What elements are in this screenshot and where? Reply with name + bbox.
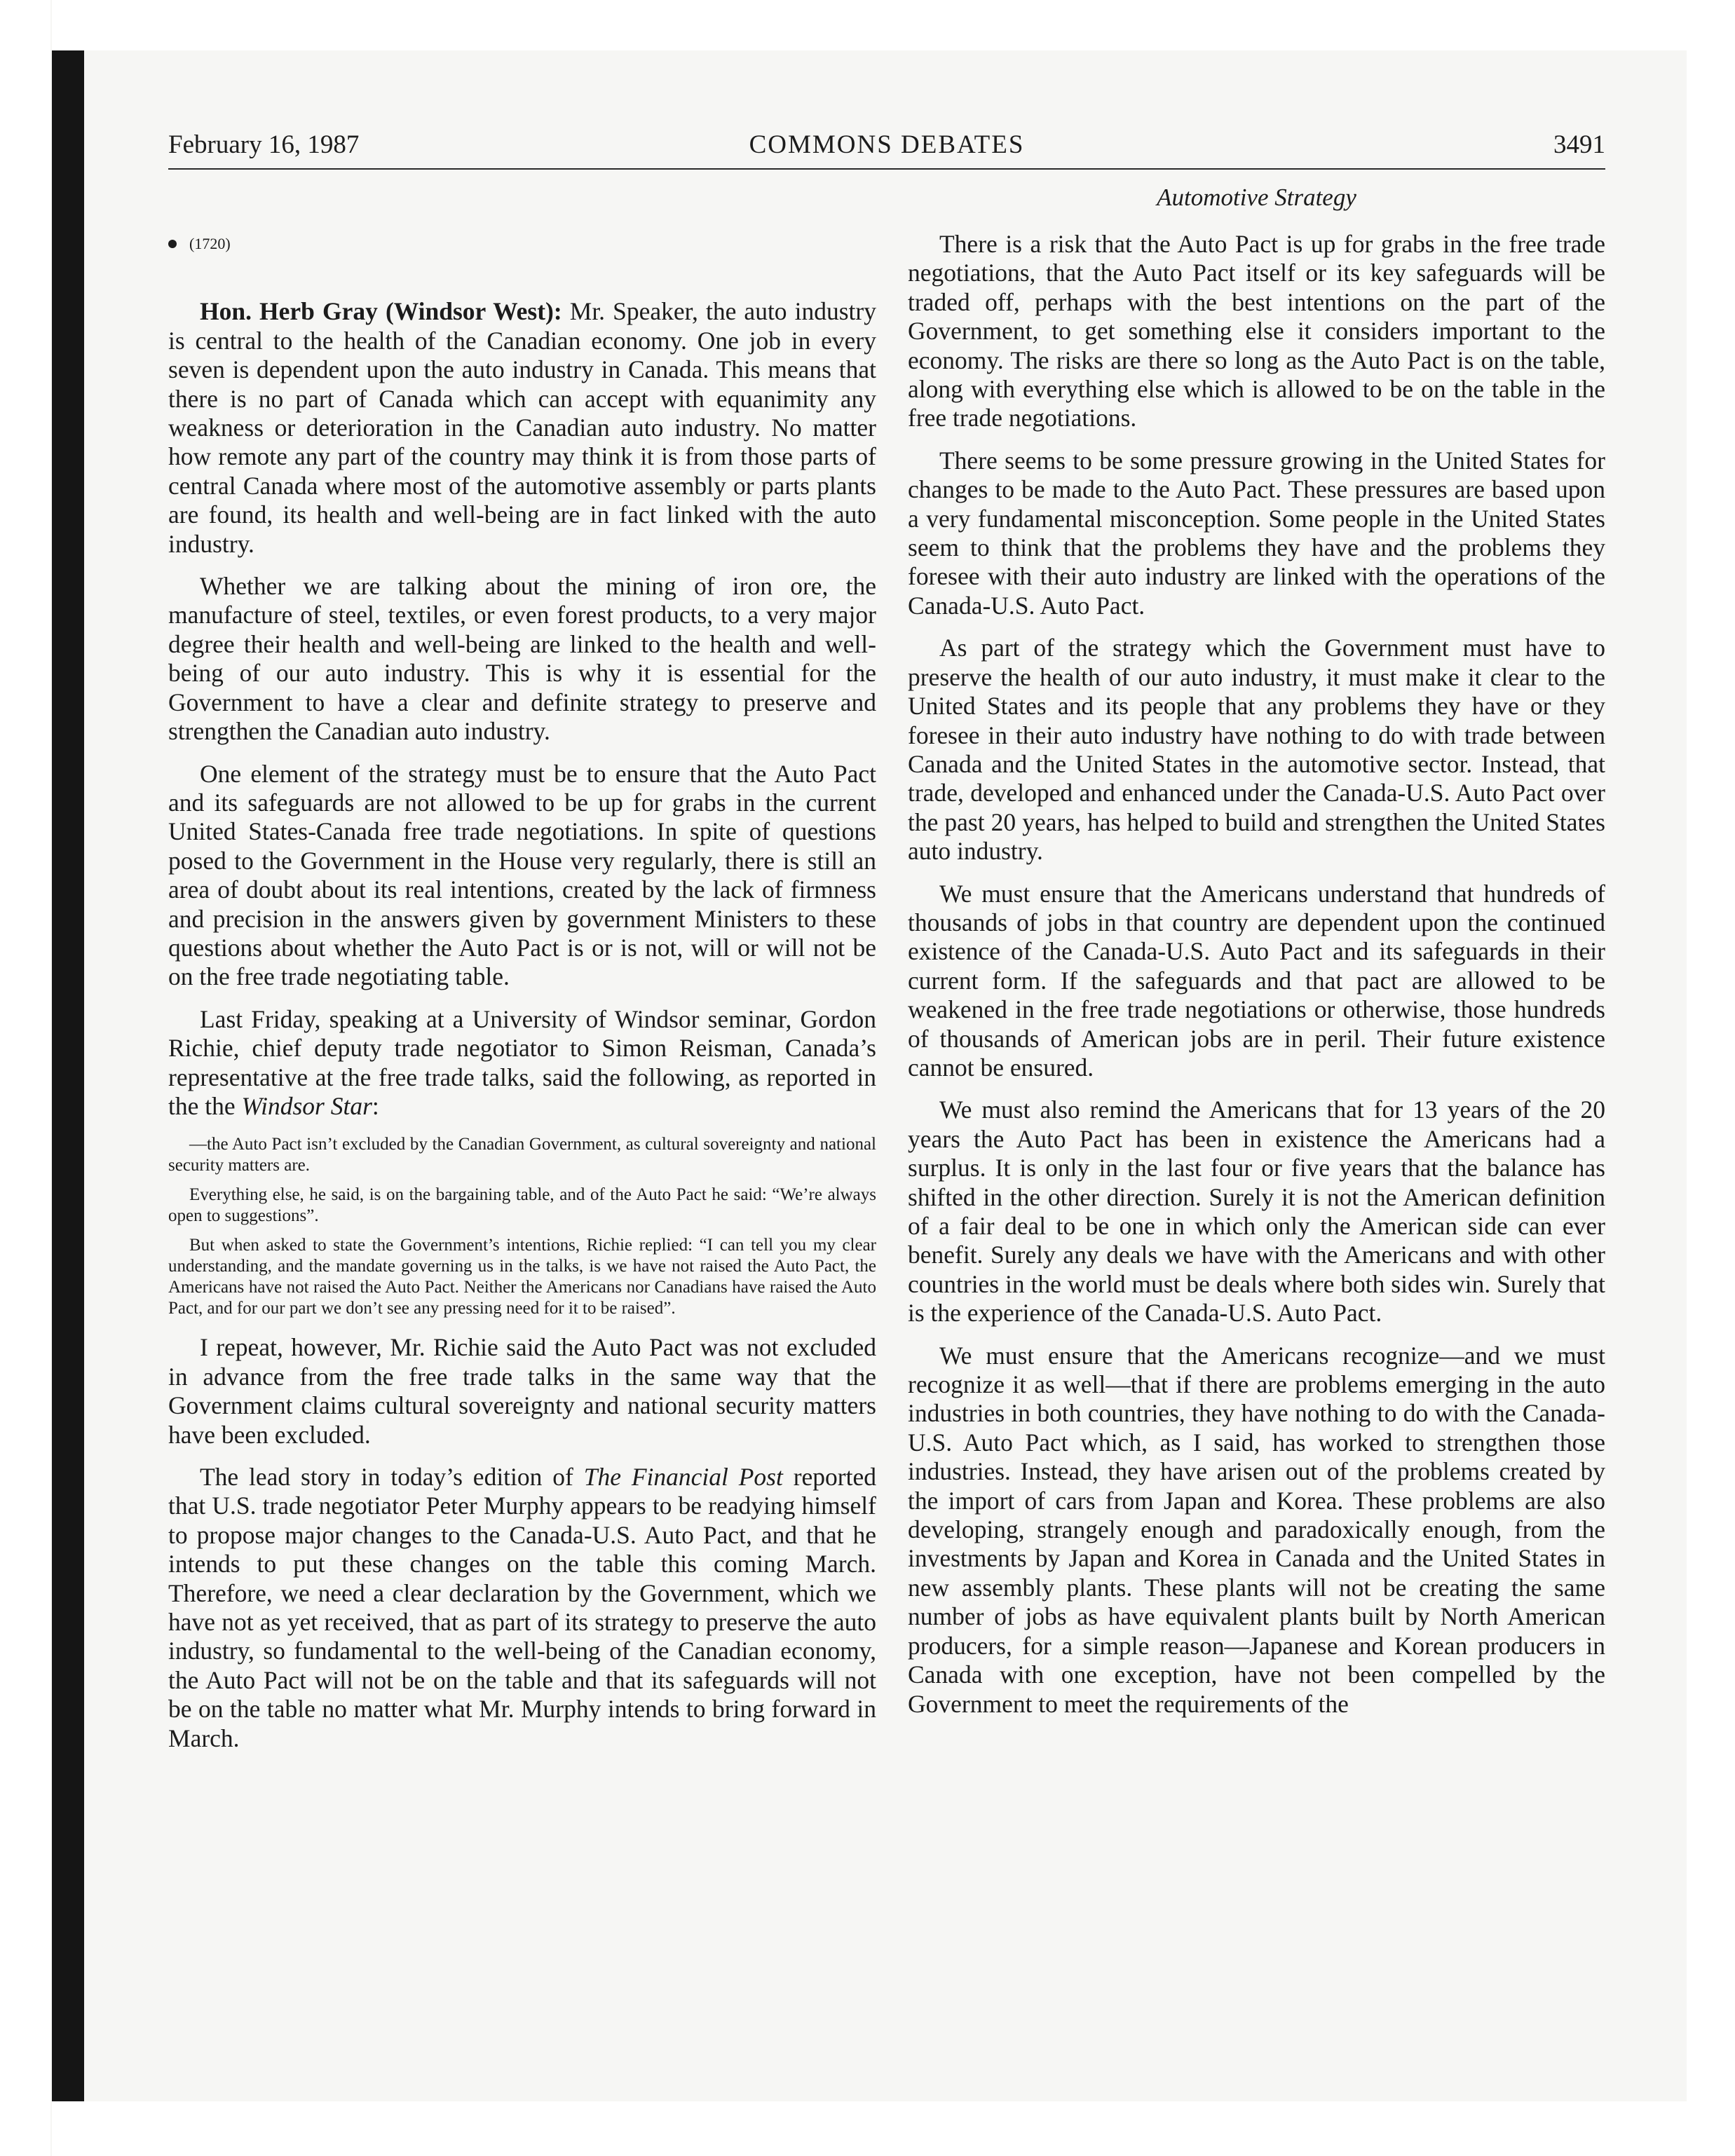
publication-name: The Financial Post	[583, 1463, 783, 1491]
paragraph: There is a risk that the Auto Pact is up for grabs in the free trade negotiations, that the Auto Pact itself or its key safeguards will be traded off, perhaps with the best intentions on the part of the Government, to get something else it considers important to the economy. The risks are there so long as the Auto Pact is on the table, along with everything else which is allowed to be on the table in the free trade negotiations.	[908, 230, 1605, 432]
block-quote: But when asked to state the Government’s intentions, Richie replied: “I can tell you my clear understanding, and the mandate governing us in the talks, is we have not raised the Auto Pact, the Americans have not raised the Auto Pact. Neither the Americans nor Canadians have raised the Auto Pact, and for our part we don’t see any pressing need for it to be raised”.	[168, 1236, 876, 1318]
scan-margin-top	[52, 0, 1735, 50]
publication-name: Windsor Star	[241, 1091, 372, 1120]
paragraph-text: The lead story in today’s edition of	[200, 1463, 573, 1491]
scan-margin-left	[0, 0, 50, 2156]
paragraph	[168, 1005, 876, 1121]
punctuation: :	[372, 1091, 379, 1120]
page-header	[168, 130, 1605, 172]
paragraph: We must also remind the Americans that for 13 years of the 20 years the Auto Pact has been in existence the Americans had a surplus. It is only in the last four or five years that the balance has shifted in the other direction. Surely it is not the American definition of a fair deal to be one in which only the American side can ever benefit. Surely any deals we have with the Americans and with other countries in the world must be deals where both sides win. Surely that is the experience of the Canada-U.S. Auto Pact.	[908, 1096, 1605, 1328]
scan-margin-bottom	[52, 2101, 1735, 2156]
block-quote: Everything else, he said, is on the bargaining table, and of the Auto Pact he said: “We’re always open to suggestions”.	[168, 1185, 876, 1226]
block-quote: —the Auto Pact isn’t excluded by the Canadian Government, as cultural sovereignty and national security matters are.	[168, 1135, 876, 1175]
right-column	[908, 230, 1605, 1732]
paragraph: One element of the strategy must be to ensure that the Auto Pact and its safeguards are not allowed to be up for grabs in the current United States-Canada free trade negotiations. In spite of questions posed to the Government in the House very regularly, there is still an area of doubt about its real intentions, created by the lack of firmness and precision in the answers given by government Ministers to these questions about whether the Auto Pact is or is not, will or will not be on the free trade negotiating table.	[168, 759, 876, 991]
header-rule	[168, 168, 1605, 170]
subject-heading: Automotive Strategy	[1157, 184, 1356, 211]
paragraph: We must ensure that the Americans recognize—and we must recognize it as well—that if there are problems emerging in the auto industries in both countries, they have nothing to do with the Canada-U.S. Auto Pact which, as I said, has worked to strengthen those industries. Instead, they have arisen out of the problems created by the import of cars from Japan and Korea. These problems are also developing, strangely enough and paradoxically enough, from the investments by Japan and Korea in Canada and the United States in new assembly plants. These plants will not be creating the same number of jobs as have equivalent plants built by North American producers, for a simple reason—Japanese and Korean producers in Canada with one exception, have not been compelled by the Government to meet the requirements of the	[908, 1341, 1605, 1718]
paragraph	[168, 297, 876, 559]
paragraph: Whether we are talking about the mining of iron ore, the manufacture of steel, textiles, or even forest products, to a very major degree their health and well-being are linked to the health and well-being of our auto industry. This is why it is essential for the Government to have a clear and definite strategy to preserve and strengthen the Canadian auto industry.	[168, 572, 876, 746]
header-page-number: 3491	[1553, 130, 1605, 159]
scan-binding-shadow	[52, 50, 84, 2101]
paragraph-text: Last Friday, speaking at a University of Windsor seminar, Gordon Richie, chief deputy trade negotiator to Simon Reisman, Canada’s representative at the free trade talks, said the following, as reported in the the	[168, 1004, 876, 1120]
header-date: February 16, 1987	[168, 130, 360, 159]
paragraph: There seems to be some pressure growing in the United States for changes to be made to the Auto Pact. These pressures are based upon a very fundamental misconception. Some people in the United States seem to think that the problems they have and the problems they foresee with their auto industry are linked with the operations of the Canada-U.S. Auto Pact.	[908, 446, 1605, 620]
timestamp-text: (1720)	[189, 235, 231, 252]
scan-margin-right	[1687, 0, 1735, 2156]
paragraph: As part of the strategy which the Government must have to preserve the health of our auto industry, it must make it clear to the United States and its people that any problems they have or they foresee in their auto industry have nothing to do with trade between Canada and the United States in the automotive sector. Instead, that trade, developed and enhanced under the Canada-U.S. Auto Pact over the past 20 years, has helped to build and strengthen the United States auto industry.	[908, 634, 1605, 866]
paragraph	[168, 1463, 876, 1753]
speaker-name: Hon. Herb Gray (Windsor West):	[200, 297, 562, 326]
header-publication: COMMONS DEBATES	[749, 130, 1025, 159]
paragraph: I repeat, however, Mr. Richie said the Auto Pact was not excluded in advance from the free trade talks in the same way that the Government claims cultural sovereignty and national security matters have been excluded.	[168, 1333, 876, 1449]
paragraph-text: Mr. Speaker, the auto industry is central to the health of the Canadian economy. One job in every seven is dependent upon the auto industry in Canada. This means that there is no part of Canada which can accept with equanimity any weakness or deterioration in the Canadian auto industry. No matter how remote any part of the country may think it is from those parts of central Canada where most of the automotive assembly or parts plants are found, its health and well-being are in fact linked with the auto industry.	[168, 297, 876, 558]
left-column	[168, 193, 876, 1766]
bullet-icon	[168, 240, 177, 248]
paragraph-text: reported that U.S. trade negotiator Peter Murphy appears to be readying himself to propose major changes to the Canada-U.S. Auto Pact, and that he intends to put these changes on the table this coming March. Therefore, we need a clear declaration by the Government, which we have not as yet received, that as part of its strategy to preserve the auto industry, so fundamental to the well-being of the Canadian economy, the Auto Pact will not be on the table and that its safeguards will not be on the table no matter what Mr. Murphy intends to bring forward in March.	[168, 1463, 876, 1752]
timestamp	[168, 229, 876, 258]
paragraph: We must ensure that the Americans understand that hundreds of thousands of jobs in that country are dependent upon the continued existence of the Canada-U.S. Auto Pact and its safeguards in their current form. If the safeguards and that pact are allowed to be weakened in the free trade negotiations or otherwise, those hundreds of thousands of American jobs are in peril. Their future existence cannot be ensured.	[908, 879, 1605, 1082]
